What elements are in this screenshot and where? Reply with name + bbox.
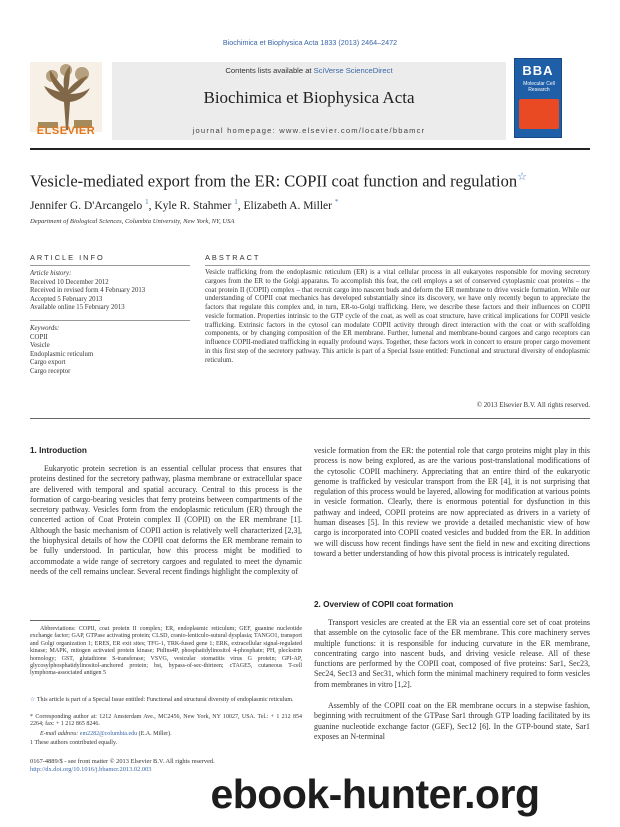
corresponding-author-footnote: [30, 714, 302, 729]
journal-homepage[interactable]: journal homepage: www.elsevier.com/locate/bbamcr: [192, 126, 426, 135]
article-title-text: Vesicle-mediated export from the ER: COPII coat function and regulation: [30, 171, 518, 191]
footnote-one-mark: 1: [30, 740, 33, 746]
author-name[interactable]: Kyle R. Stahmer: [154, 199, 232, 212]
email-suffix: (E.A. Miller).: [137, 731, 172, 737]
abbreviations-footnote: Abbreviations: COPII, coat protein II complex; ER, endoplasmic reticulum; GEF, guanine nucleotide exchange factor; GAP, GTPase activating protein; CLSD, cranio-lenticulo-sutural dysplasia; TANGO1, transport and Golgi organization 1; ERES, ER exit sites; TFG-1, TRK-fused gene 1; ERK, extracellular signal-regulated kinase; MAPK, mitogen activated protein kinase; PtdIns4P, phosphatidylinositol 4-phosphate; PH, pleckstrin homology; GST, glutathione S-transferase; VSVG, vesicular stomatitis virus G protein; GPI-AP, glycosylphosphatidylinositol-anchored protein; bst, bypass-of-sec-thirteen; cTAGE5, cutaneous T-cell lymphoma-associated antigen 5: [30, 626, 302, 677]
author-mark: 1: [145, 198, 149, 206]
footnote-asterisk: *: [30, 714, 33, 720]
email-footnote: [40, 731, 302, 738]
article-history: [30, 270, 195, 313]
corresponding-text: Corresponding author at: 1212 Amsterdam Ave., MC2456, New York, NY 10027, USA. Tel.: + 1 212 854 2264; fax: + 1 212 865 8246.: [30, 714, 302, 728]
journal-name: Biochimica et Biophysica Acta: [203, 88, 415, 107]
article-title: [30, 170, 590, 192]
footnote-rule: [30, 620, 100, 621]
sciencedirect-link[interactable]: SciVerse ScienceDirect: [313, 66, 393, 75]
keyword-item: COPII: [30, 333, 48, 341]
cover-subtitle: Molecular Cell Research: [523, 81, 555, 93]
keyword-item: Endoplasmic reticulum: [30, 350, 94, 358]
cover-graphic: [519, 99, 559, 129]
history-entry: Received 10 December 2012: [30, 278, 109, 286]
introduction-continued-paragraph: vesicle formation from the ER: the potential role that cargo proteins might play in this process is now being explored, as are the various post-translational modifications of the cytosolic COPII machinery. Appreciating that an entire third of the eukaryotic genome is trafficked by vesicular transport from the ER [4], it is not surprising that regulation of this process would be layered, allowing for modification at various points in vesicle formation. Clearly, there is enormous potential for dysfunction in this pathway and indeed, COPII proteins are now appreciated as drivers in a variety of human diseases [5]. In this review we provide a detailed mechanistic view of how cargo is incorporated into COPII coated vesicles and budded from the ER. In addition we will discuss how recent findings have sent the field in new and exciting directions toward a better understanding of how this pivotal process is intricately regulated.: [314, 446, 590, 558]
section-heading-introduction: 1. Introduction: [30, 446, 87, 455]
abstract-text: Vesicle trafficking from the endoplasmic reticulum (ER) is a vital cellular process in all eukaryotes responsible for moving secretory cargoes from the ER to the Golgi apparatus. To accomplish this feat, the cell employs a set of conserved cytoplasmic coat proteins – the coat protein II (COPII) complex – that recruit cargo into nascent buds and deform the ER membrane to drive vesicle formation. While our understanding of COPII coat mechanics has developed substantially since its discovery, we have only recently begun to appreciate the factors that regulate this complex and, in turn, ER-to-Golgi trafficking. Here, we describe these factors and their influences on COPII vesicle formation. Properties intrinsic to the GTP cycle of the coat, as well as coat structure, have critical implications for COPII vesicle trafficking. Extrinsic factors in the cytosol can modulate COPII activity through direct interaction with the coat or with scaffolding components, or by changing composition of the ER membrane. Further, lumenal and membrane-bound cargoes and cargo receptors can influence COPII-mediated trafficking in equally profound ways. Together, these factors work in concert to ensure proper cargo movement in this first step of the secretory pathway. This article is part of a Special Issue entitled: Functional and structural diversity of endoplasmic reticulum.: [205, 269, 590, 364]
introduction-paragraph: Eukaryotic protein secretion is an essential cellular process that ensures that proteins destined for the secretory pathway, plasma membrane or extracellular space are delivered with temporal and spatial accuracy. Central to this process is the formation of cargo-bearing vesicles that ferry proteins between compartments of the secretory pathway. Vesicles form from the endoplasmic reticulum (ER) through the concerted action of Coat Protein complex II (COPII) on the ER membrane [1]. Although the basic mechanism of COPII action is relatively well characterized [2,3], the biophysical details of how the COPII coat deforms the ER membrane remain to be fully understood. In particular, how this process might be modified to accommodate a wide range of secretory cargoes and regulated to meet the dynamic needs of the cell remains unclear. Several recent findings highlight the complexity of: [30, 464, 302, 576]
footnote-star-icon: ☆: [30, 697, 36, 703]
section-heading-overview: 2. Overview of COPII coat formation: [314, 600, 454, 609]
keywords-label: Keywords:: [30, 325, 60, 332]
author-name[interactable]: Jennifer G. D'Arcangelo: [30, 199, 143, 212]
abstract-heading: ABSTRACT: [205, 253, 261, 262]
abstract-bottom-rule: [30, 418, 590, 419]
contents-availability: [112, 66, 506, 75]
author-name[interactable]: Elizabeth A. Miller: [243, 199, 332, 212]
history-entry: Accepted 5 February 2013: [30, 295, 103, 303]
journal-cover-thumbnail: [514, 58, 562, 138]
special-issue-text: This article is part of a Special Issue entitled: Functional and structural diversity of endoplasmic reticulum.: [36, 697, 294, 703]
author-list: Jennifer G. D'Arcangelo $^1$, Kyle R. Stahmer $^1$, Elizabeth A. Miller *: [30, 198, 339, 212]
equal-contribution-footnote: [30, 740, 302, 747]
doi-link[interactable]: http://dx.doi.org/10.1016/j.bbamcr.2013.02.003: [30, 766, 152, 774]
header-divider: [30, 148, 590, 150]
overview-paragraph-2: Assembly of the COPII coat on the ER membrane occurs in a stepwise fashion, beginning with recruitment of the GTPase Sar1 through GTP loading facilitated by its guanine nucleotide exchange factor (GEF), Sec12 [6]. In the GTP-bound state, Sar1 exposes an N-terminal: [314, 701, 590, 741]
cover-title: BBA: [522, 63, 554, 78]
overview-paragraph-1: Transport vesicles are created at the ER via an essential core set of coat proteins that assemble on the cytosolic face of the ER membrane. This core machinery serves multiple functions: it is responsible for inducing curvature in the ER membrane, concentrating cargo into nascent buds, and driving vesicle release. All of these functions are performed by the COPII coat, composed of five proteins: Sar1, Sec23, Sec24, Sec13 and Sec31, which form the minimal machinery required to form vesicles from membranes in vitro [1,2].: [314, 618, 590, 689]
email-label: E-mail address:: [40, 731, 80, 737]
equal-contribution-text: These authors contributed equally.: [34, 740, 118, 746]
history-label: Article history:: [30, 270, 72, 277]
keyword-item: Vesicle: [30, 342, 50, 350]
watermark-text: ebook-hunter.org: [210, 771, 540, 817]
author-mark: *: [334, 198, 339, 206]
history-entry: Received in revised form 4 February 2013: [30, 287, 146, 295]
keyword-item: Cargo receptor: [30, 367, 71, 375]
title-footnote-mark[interactable]: ☆: [517, 171, 527, 183]
copyright-notice: © 2013 Elsevier B.V. All rights reserved.: [476, 402, 590, 409]
keywords-block: [30, 325, 195, 377]
author-mark: 1: [234, 198, 238, 206]
article-info-rule: [30, 265, 190, 266]
author-email-link[interactable]: em2282@columbia.edu: [79, 731, 138, 737]
issn-line: 0167-4889/$ - see front matter © 2013 Elsevier B.V. All rights reserved.: [30, 758, 215, 765]
history-entry: Available online 15 February 2013: [30, 304, 125, 312]
contents-prefix: Contents lists available at: [225, 66, 314, 75]
abstract-rule: [205, 265, 590, 266]
keywords-rule: [30, 320, 190, 321]
article-info-heading: ARTICLE INFO: [30, 253, 105, 262]
keyword-item: Cargo export: [30, 359, 66, 367]
special-issue-footnote: [30, 697, 302, 704]
journal-citation: Biochimica et Biophysica Acta 1833 (2013) 2464–2472: [222, 38, 398, 47]
author-affiliation: Department of Biological Sciences, Columbia University, New York, NY, USA: [30, 218, 235, 225]
elsevier-wordmark: ELSEVIER: [36, 125, 96, 137]
